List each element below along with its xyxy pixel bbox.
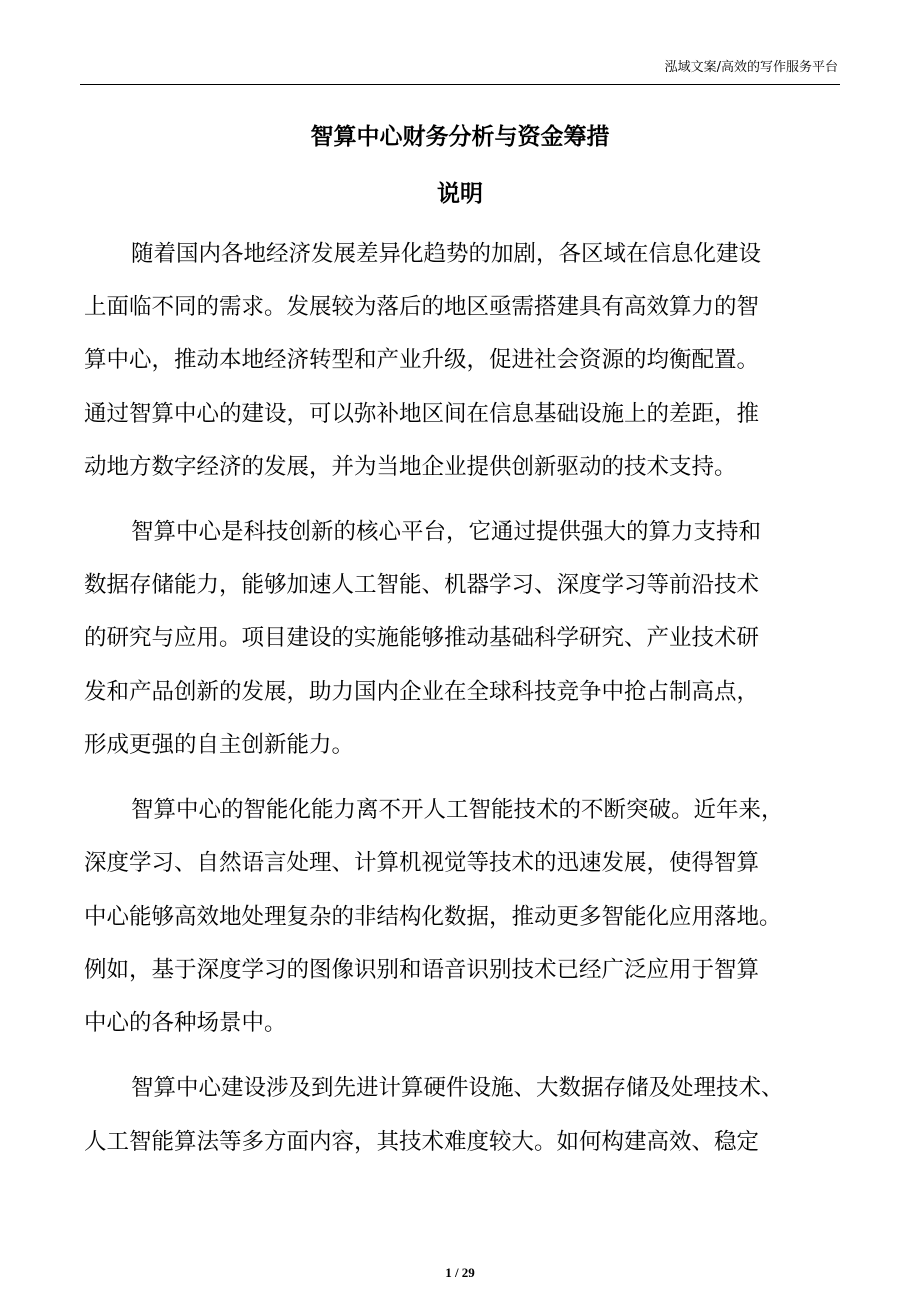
paragraph-line: 动地方数字经济的发展，并为当地企业提供创新驱动的技术支持。 [84, 454, 737, 480]
paragraph-line: 人工智能算法等多方面内容，其技术难度较大。如何构建高效、稳定 [84, 1129, 760, 1155]
paragraph-line: 上面临不同的需求。发展较为落后的地区亟需搭建具有高效算力的智 [84, 294, 760, 320]
paragraph-line: 中心的各种场景中。 [84, 1010, 287, 1036]
document-subtitle: 说明 [437, 181, 483, 207]
paragraph-line: 形成更强的自主创新能力。 [84, 732, 355, 758]
paragraph-line: 通过智算中心的建设，可以弥补地区间在信息基础设施上的差距，推 [84, 401, 760, 427]
paragraph-line: 智算中心的智能化能力离不开人工智能技术的不断突破。近年来， [131, 797, 784, 823]
paragraph-line: 深度学习、自然语言处理、计算机视觉等技术的迅速发展，使得智算 [84, 850, 760, 876]
header-divider [80, 84, 840, 85]
header-brand-text: 泓域文案/高效的写作服务平台 [664, 60, 838, 75]
paragraph-line: 发和产品创新的发展，助力国内企业在全球科技竞争中抢占制高点， [84, 679, 760, 705]
paragraph-line: 智算中心是科技创新的核心平台，它通过提供强大的算力支持和 [131, 519, 762, 545]
paragraph-line: 的研究与应用。项目建设的实施能够推动基础科学研究、产业技术研 [84, 625, 760, 651]
document-title: 智算中心财务分析与资金筹措 [310, 124, 610, 150]
paragraph-line: 例如，基于深度学习的图像识别和语音识别技术已经广泛应用于智算 [84, 957, 760, 983]
paragraph-line: 算中心，推动本地经济转型和产业升级，促进社会资源的均衡配置。 [84, 347, 760, 373]
paragraph-line: 数据存储能力，能够加速人工智能、机器学习、深度学习等前沿技术 [84, 572, 760, 598]
paragraph-line: 随着国内各地经济发展差异化趋势的加剧，各区域在信息化建设 [131, 241, 762, 267]
paragraph-line: 智算中心建设涉及到先进计算硬件设施、大数据存储及处理技术、 [131, 1075, 784, 1101]
paragraph-line: 中心能够高效地处理复杂的非结构化数据，推动更多智能化应用落地。 [84, 904, 782, 930]
page-number: 1 / 29 [445, 1265, 475, 1280]
